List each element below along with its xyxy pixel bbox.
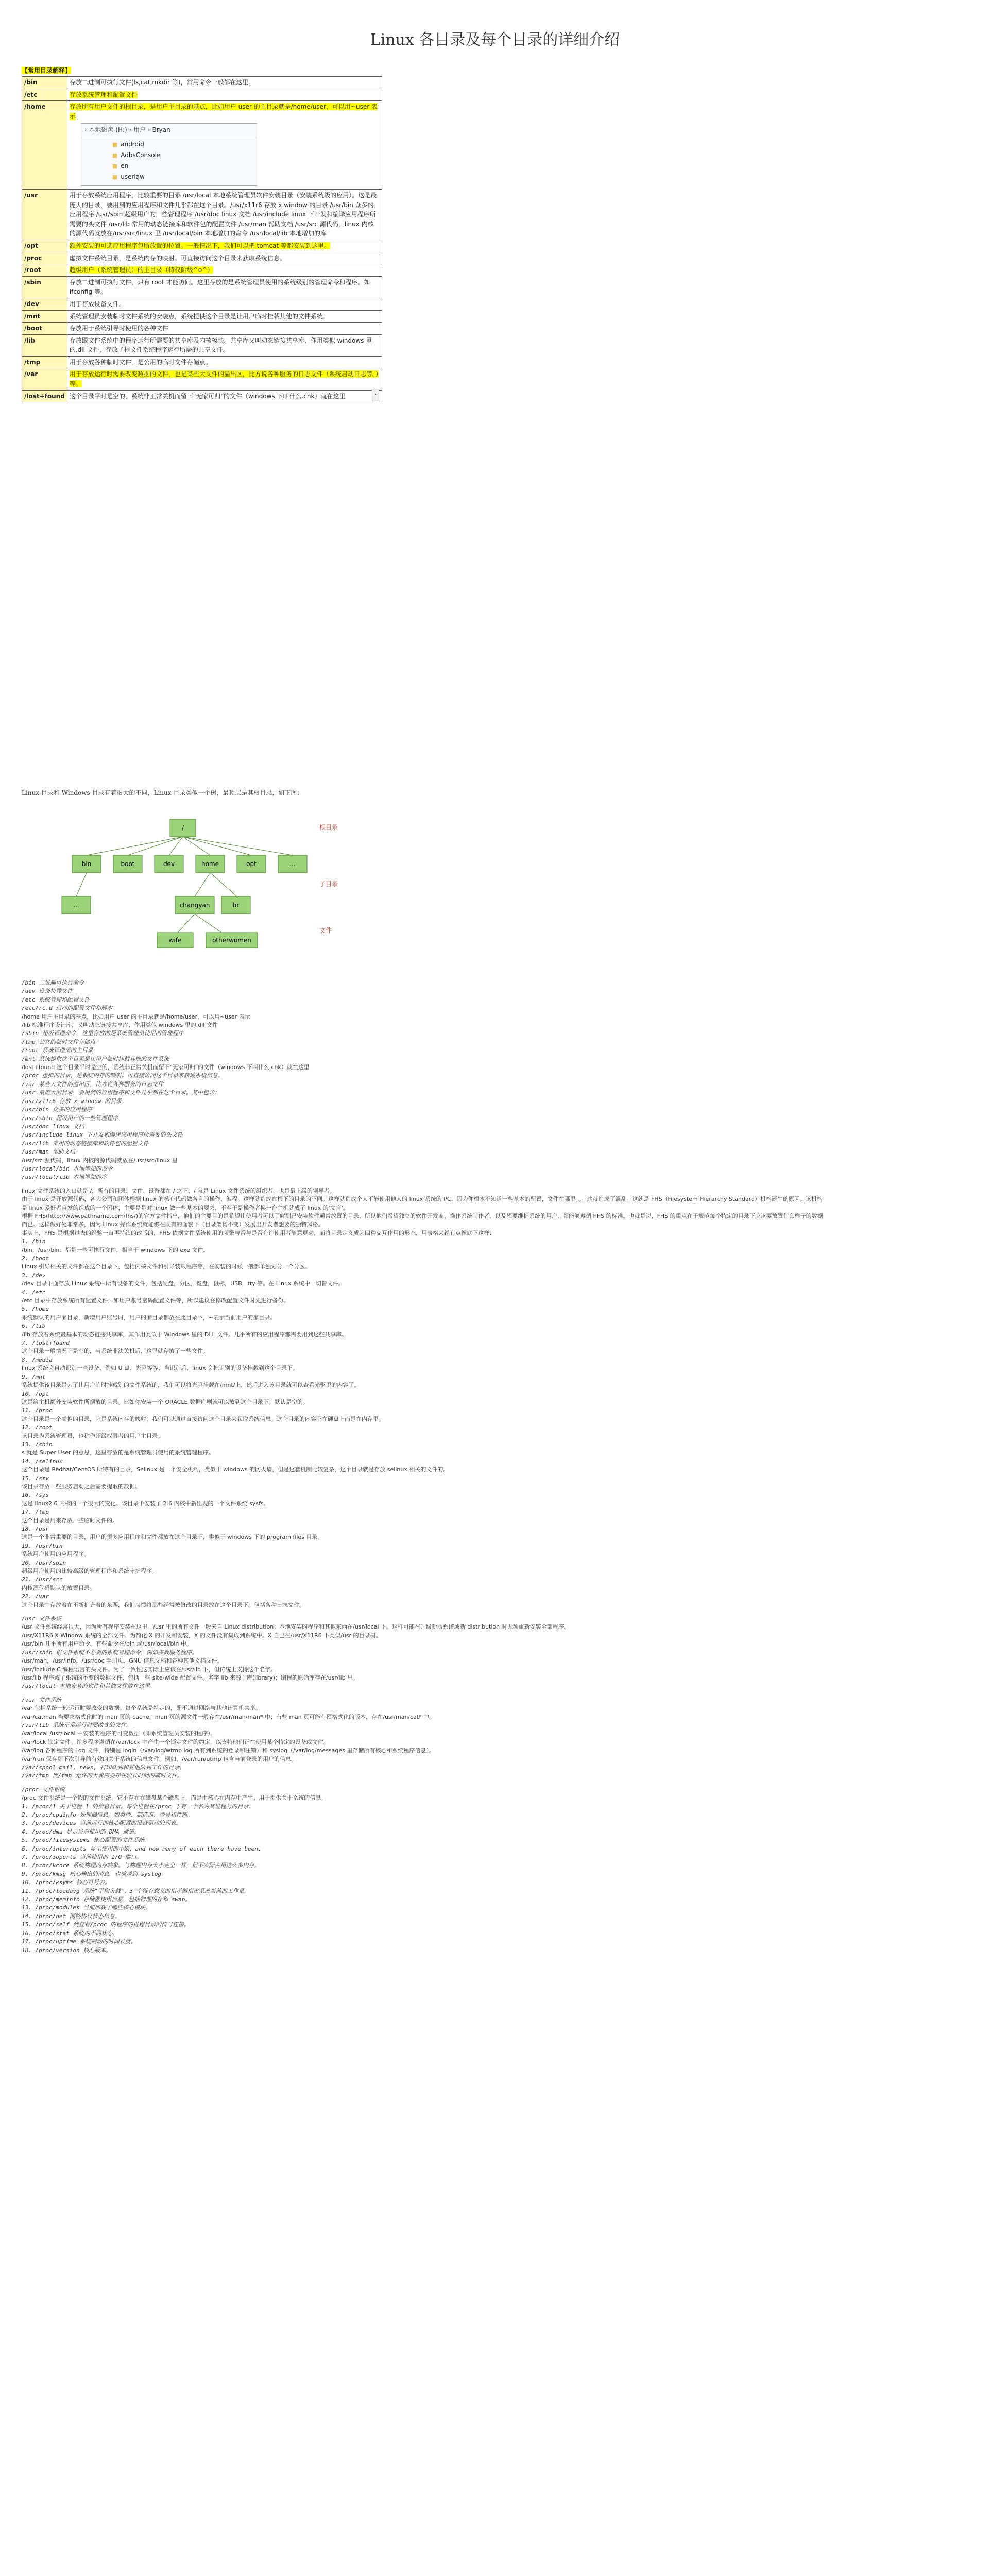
dir-desc-text: 存放系统管理和配置文件 [69,91,138,98]
folder-item[interactable]: ■ en [112,161,257,172]
article-line: 系统默认的用户家目录，新增用户账号时，用户的家目录都放在此目录下，~表示当前用户的家目录。 [22,1314,276,1321]
article-line: /etc/rc.d 启动的配置文件和脚本 [22,1005,113,1012]
dir-name-cell: /home [22,101,67,190]
dir-name-cell: /root [22,264,67,277]
level1-node-label: bin [81,860,92,868]
level1-node-label: home [201,860,219,868]
article-line: 4. /etc [22,1289,46,1296]
article-line: /var 包括系统一般运行时要改变的数据。每个系统是特定的，即不通过网络与其他计算机共享。 [22,1705,261,1712]
diagram-annotation: 子目录 [319,880,338,888]
article-line: /bin 二进制可执行命令 [22,979,84,986]
article-line: /tmp 公共的临时文件存储点 [22,1038,96,1045]
article-line: /usr/sbin 超级用户的一些管理程序 [22,1114,118,1122]
article-line: /bin，/usr/bin：都是一些可执行文件，相当于 windows 下的 exe 文件。 [22,1246,209,1253]
dir-desc-text: 超级用户（系统管理员）的主目录（特权阶级^o^） [69,266,214,274]
article-line: 3. /dev [22,1272,46,1279]
tree-connector [210,873,237,896]
article-line: 超级用户使用的比较高级的管理程序和系统守护程序。 [22,1568,158,1575]
level1-node-label: boot [121,860,135,868]
diagram-caption: Linux 目录和 Windows 目录有着很大的不同，Linux 目录类似一个树，最顶层是其根目录，如下图： [22,789,303,796]
level3-node-label: otherwomen [212,937,251,944]
dir-desc-cell [67,368,382,390]
level2-node-label: ... [73,902,79,909]
dir-name-cell: /lost+found [22,390,67,402]
article-line: 事实上，FHS 是根据过去的经验一直再持续的改版的，FHS 依据文件系统使用的频繁与否与是否允许使用者随意更动，而将目录定义成为四种交互作用的形态，用表格来说有点像底下这样： [22,1229,496,1236]
dir-name-cell: /opt [22,240,67,252]
table-row [22,101,382,190]
dir-desc-cell [67,240,382,252]
table-row [22,89,382,101]
article-line: 该目录存放一些服务启动之后需要提取的数据。 [22,1483,141,1490]
article-line: 20. /usr/sbin [22,1559,66,1566]
article-line: /usr/sbin 根文件系统不必要的系统管理命令，例如多数服务程序。 [22,1649,198,1656]
article-line: 7. /lost+found [22,1340,70,1347]
dir-desc-cell [67,323,382,335]
table-row [22,77,382,89]
level1-node-label: dev [163,860,175,868]
dir-desc-cell [67,101,382,190]
article-line: 10. /proc/ksyms 核心符号表。 [22,1879,110,1886]
section-spacer [22,1691,825,1696]
article-line: /usr/man，/usr/info，/usr/doc 手册页、GNU 信息文档和各种其他文档文件。 [22,1657,223,1665]
article-line: /home 用户主目录的基点，比如用户 user 的主目录就是/home/user，可以用~user 表示 [22,1013,250,1020]
tree-connector [195,873,210,896]
article-line: 11. /proc [22,1407,53,1414]
article-line: 14. /proc/net 网络协议状态信息。 [22,1912,121,1920]
article-line: /proc 文件系统是一个假的文件系统。它不存在在磁盘某个磁盘上。而是由核心在内存中产生。用于提供关于系统的信息。 [22,1794,327,1802]
dir-name-cell: /usr [22,189,67,240]
article-line: /proc 虚拟的目录，是系统内存的映射。可直接访问这个目录来获取系统信息。 [22,1072,224,1079]
article-line: /usr/doc linux 文档 [22,1123,84,1130]
article-line: /usr/man 帮助文档 [22,1148,75,1156]
dir-name-cell: /bin [22,77,67,89]
dir-desc-text: 用于存放运行时需要改变数据的文件，也是某些大文件的溢出区，比方说各种服务的日志文件（系统启动日志等。）等。 [69,370,379,388]
article-line: 10. /opt [22,1390,49,1397]
article-line: /lib 标准程序设计库，又叫动态链接共享库，作用类似 windows 里的.dll 文件 [22,1022,218,1029]
dir-desc-cell [67,356,382,368]
article-line: Linux 引导相关的文件都在这个目录下，包括内核文件和引导装载程序等，在安装的时候一般都单独划分一个分区。 [22,1263,311,1270]
page-title: Linux 各目录及每个目录的详细介绍 [370,31,620,49]
article-line: /usr/lib 程序或子系统的不变的数据文件，包括一些 site-wide 配置文件。名字 lib 来源于库(library)；编程的原始库存在/usr/lib 里。 [22,1674,359,1681]
article-line: 这个目录是一个虚拟的目录，它是系统内存的映射，我们可以通过直接访问这个目录来获取系统信息。这个目录的内容不在硬盘上而是在内存里。 [22,1415,384,1422]
dir-desc-text: 存放二进制可执行文件(ls,cat,mkdir 等)，常用命令一般都在这里。 [69,79,255,86]
tree-connector [76,873,87,896]
article-line: 6. /lib [22,1323,46,1330]
dir-desc-text: 系统管理员安装临时文件系统的安装点，系统提供这个目录是让用户临时挂载其他的文件系统。 [69,312,329,320]
article-line: 8. /proc/kcore 系统物理内存映象。与物理内存大小完全一样，但不实际占用这么多内存。 [22,1862,260,1869]
article-line: /usr/X11R6 X Window 系统的全部文件。为简化 X 的开发和安装，X 的文件没有集成到系统中。X 自己在/usr/X11R6 下类似/usr 的目录树。 [22,1632,382,1639]
table-row [22,323,382,335]
table-row [22,298,382,310]
article-line: 17. /tmp [22,1509,49,1516]
table-row [22,189,382,240]
article-line: 5. /proc/filesystems 核心配置的文件系统。 [22,1837,150,1844]
article-line: /lost+found 这个目录平时是空的，系统非正常关机而留下"无家可归"的文件（windows 下叫什么.chk）就在这里 [22,1064,310,1071]
article-line: 15. /srv [22,1475,49,1482]
dir-name-cell: /sbin [22,276,67,298]
article-line: 5. /home [22,1306,49,1313]
article-line: 13. /sbin [22,1440,53,1448]
directory-tree-diagram [52,814,474,953]
article-line: 该目录为系统管理员，也称作超级权限者的用户主目录。 [22,1432,163,1439]
article-line: /usr/local/lib 本地增加的库 [22,1174,107,1181]
section-spacer [22,1182,825,1187]
table-row [22,310,382,323]
article-line: 22. /var [22,1593,49,1600]
article-line: /etc 目录中存放系统所有配置文件，如用户账号密码配置文件等，所以建议在修改配置文件时先进行备份。 [22,1297,289,1304]
article-line: linux 系统会自动识别一些设备，例如 U 盘、光驱等等，当识别后，linux 会把识别的设备挂载到这个目录下。 [22,1365,299,1372]
article-line: 1. /bin [22,1238,46,1245]
article-line: 6. /proc/interrupts 显示使用的中断，and how many of each there have been. [22,1845,262,1852]
article-line: 这是一个非常重要的目录，用户的很多应用程序和文件都放在这个目录下，类似于 windows 下的 program files 目录。 [22,1534,323,1541]
article-line: /root 系统管理员的主目录 [22,1047,93,1054]
article-line: /var/log 各种程序的 Log 文件，特别是 login（/var/log/wtmp log 所有到系统的登录和注销）和 syslog（/var/log/messages 里存储所有核心和系统程序信息）。 [22,1747,435,1754]
article-line: /usr/include linux 下开发和编译应用程序所需要的头文件 [22,1131,183,1139]
article-line: 16. /sys [22,1492,49,1499]
article-line: 15. /proc/self 到查看/proc 的程序的进程目录的符号连接。 [22,1921,190,1928]
article-line: 12. /proc/meminfo 存储器使用信息，包括物理内存和 swap。 [22,1896,191,1903]
article-line: 17. /proc/uptime 系统启动的时间长度。 [22,1938,136,1945]
article-line: 由于 linux 是开放源代码，各大公司和团体根据 linux 的核心代码做各自的操作，编程。这样就造成在根下的目录的不同。这样就造成个人不能使用他人的 linux 系统的 PC。因为你根本不知道一些基本的配置，文件在哪里。。。这就造成了混乱。这就是 FHS（Filesystem Hierarchy Standard）机构诞生的原因。该机构是 linux 爱好者自发的组成的一个团体，主要是是对 linux 做一些基本的要求，不至于是操作者换一台主机就成了 linux 的'文盲'。 [22,1196,823,1211]
table-row [22,368,382,390]
article-line: /usr/src 源代码，linux 内核的源代码就放在/usr/src/linux 里 [22,1157,178,1164]
dir-desc-text: 用于存放设备文件。 [69,300,125,308]
article-line: 18. /proc/version 核心版本。 [22,1946,112,1954]
article-line: 7. /proc/ioports 当前使用的 I/O 端口。 [22,1854,142,1861]
table-row [22,276,382,298]
article-line: /dev 目录下面存放 Linux 系统中所有设备的文件，包括硬盘，分区，键盘，鼠标，USB，tty 等。在 Linux 系统中一切皆文件。 [22,1280,344,1287]
table-row [22,390,382,402]
side-scroll-handle[interactable]: › [372,389,379,401]
article-line: /var 文件系统 [22,1696,62,1703]
dir-desc-cell [67,390,382,402]
folder-item[interactable]: ■ userlaw [112,172,257,182]
dir-desc-text: 用于存放系统应用程序，比较重要的目录 /usr/local 本地系统管理员软件安装目录（安装系统级的应用）。这是最庞大的目录，要用到的应用程序和文件几乎都在这个目录。/usr/x11r6 存放 x window 的目录 /usr/bin 众多的应用程序 /usr/sbin 超级用户的一些管理程序 /usr/doc linux 文档 /usr/include linux 下开发和编译应用程序所需要的头文件 /usr/lib 常用的动态链接库和软件包的配置文件 /usr/man 帮助文档 /usr/src 源代码，linux 内核的源代码就放在/usr/src/linux 里 /usr/local/bin 本地增加的命令 /usr/local/lib 本地增加的库 [69,191,377,238]
article-line: /usr/local 本地安装的软件和其他文件放在这里。 [22,1683,156,1690]
level2-node-label: changyan [179,902,210,909]
level1-node-label: opt [246,860,257,868]
article-line: /proc 文件系统 [22,1786,65,1793]
dir-desc-text: 用于存放各种临时文件，是公用的临时文件存储点。 [69,358,212,366]
dir-name-cell: /etc [22,89,67,101]
article-line: 3. /proc/devices 当前运行的核心配置的设备驱动的列表。 [22,1820,182,1827]
tree-connector [183,837,210,855]
table-row [22,264,382,277]
explorer-window-sample [81,123,257,186]
article-line: /dev 设备特殊文件 [22,988,73,995]
folder-item[interactable]: ■ AdbsConsole [112,150,257,161]
article-line: /var/local /usr/local 中安装的程序的可变数据（即系统管理员安装的程序）。 [22,1730,216,1737]
level3-node-label: wife [168,937,182,944]
article-line: /var/run 保存到下次引导前有效的关于系统的信息文件。例如，/var/run/utmp 包含当前登录的用户的信息。 [22,1755,297,1762]
tree-connector [169,837,183,855]
dir-desc-cell [67,264,382,277]
article-line: 2. /boot [22,1255,49,1262]
dir-desc-text: 存放用于系统引导时使用的各种文件 [69,325,168,332]
article-line: 14. /selinux [22,1458,63,1465]
article-line: 这是 linux2.6 内核的一个很大的变化。该目录下安装了 2.6 内核中新出现的一个文件系统 sysfs。 [22,1500,269,1507]
table-row [22,334,382,356]
article-line: 16. /proc/stat 系统的不同状态。 [22,1929,118,1937]
article-line: 13. /proc/modules 当前加载了哪些核心模块。 [22,1904,151,1911]
article-line: 内核源代码默认的放置目录。 [22,1584,95,1591]
root-node-label: / [181,824,184,832]
article-line: /var/lock 锁定文件。许多程序遵循在/var/lock 中产生一个锁定文件的约定，以支持他们正在使用某个特定的设备或文件。 [22,1738,329,1745]
article-line: /usr 文件系统经常很大，因为所有程序安装在这里。/usr 里的所有文件一般来自 Linux distribution；本地安装的程序和其他东西在/usr/local 下。这样可能在升级新版系统或新 distribution 时无须重新安装全部程序。 [22,1623,570,1631]
article-line: 系统提供该目录是为了让用户临时挂载别的文件系统的，我们可以将光驱挂载在/mnt/上，然后进入该目录就可以查看光驱里的内容了。 [22,1382,360,1389]
article-line: /var/catman 当要求格式化时的 man 页的 cache。man 页的源文件一般存在/usr/man/man* 中；有些 man 页可能有预格式化的版本，存在/usr/man/cat* 中。 [22,1713,435,1720]
article-line: /var/lib 系统正常运行时要改变的文件。 [22,1721,132,1728]
article-line: /var 某些大文件的溢出区，比方说各种服务的日志文件 [22,1080,164,1088]
dir-name-cell: /dev [22,298,67,310]
article-line: /usr/bin 众多的应用程序 [22,1106,92,1113]
article-line: /usr/lib 常用的动态链接库和软件包的配置文件 [22,1140,149,1147]
article-line: 这个目录是 Redhat/CentOS 所特有的目录，Selinux 是一个安全机制，类似于 windows 的防火墙，但是这套机制比较复杂，这个目录就是存放 selinux 相关的文件的。 [22,1466,449,1473]
article-line: /usr/include C 编程语言的头文件。为了一致性这实际上应该在/usr/lib 下，但传统上支持这个名字。 [22,1666,277,1673]
dir-desc-text: 存放二进制可执行文件，只有 root 才能访问。这里存放的是系统管理员使用的系统级别的管理命令和程序。如 ifconfig 等。 [69,278,370,296]
dir-desc-cell [67,298,382,310]
table-row [22,240,382,252]
article-line: 这个目录是用来存放一些临时文件的。 [22,1517,118,1524]
article-line: 系统用户使用的应用程序。 [22,1551,90,1558]
article-line: 12. /root [22,1424,53,1431]
level1-node-label: ... [289,860,296,868]
diagram-annotation: 文件 [319,927,332,934]
tree-connector [183,837,293,855]
article-line: 1. /proc/1 关于进程 1 的信息目录。每个进程在/proc 下有一个名为其进程号的目录。 [22,1803,254,1810]
article-line: /sbin 超级管理命令，这里存放的是系统管理员使用的管理程序 [22,1030,184,1037]
article-line: 21. /usr/src [22,1576,63,1583]
article-line: /var/spool mail, news, 打印队列和其他队列工作的目录。 [22,1764,185,1771]
article-line: 8. /media [22,1356,53,1363]
tree-connector [178,914,195,933]
diagram-annotation: 根目录 [319,824,338,831]
dir-desc-cell [67,189,382,240]
dir-desc-cell [67,310,382,323]
tree-connector [183,837,251,855]
article-line: /mnt 系统提供这个目录是让用户临时挂载其他的文件系统 [22,1055,169,1062]
level2-node-label: hr [232,902,240,909]
article-line: 根据 FHS(http://www.pathname.com/fhs/)的官方文件指出，他们的主要目的是希望让使用者可以了解到已安装软件通常放置的目录，所以他们希望独立的软件开发商、操作系统制作者，以及想要维护系统的用户，都能够遵循 FHS 的标准。也就是说，FHS 的重点在于规范每个特定的目录下应该要放置什么样子的数据而已。这样做好处非常多，因为 Linux 操作系统就能够在既有的面貌下（目录架构不变）发展出开发者想要的独特风格。 [22,1212,823,1228]
folder-item[interactable]: ■ android [112,139,257,150]
directory-table-body [22,77,382,402]
article-body [22,979,825,1955]
dir-name-cell: /boot [22,323,67,335]
section-spacer [22,1781,825,1786]
table-caption: 【常用目录解释】 [22,67,72,74]
dir-desc-text: 存放跟文件系统中的程序运行所需要的共享库及内核模块。共享库又叫动态链接共享库，作用类似 windows 里的.dll 文件，存放了根文件系统程序运行所需的共享文件。 [69,336,372,354]
article-line: /usr 文件系统 [22,1615,62,1622]
dir-name-cell: /mnt [22,310,67,323]
article-line: 这个目录一般情况下是空的，当系统非法关机后，这里就存放了一些文件。 [22,1348,209,1355]
table-row [22,356,382,368]
article-line: /usr 最庞大的目录，要用到的应用程序和文件几乎都在这个目录。其中包含： [22,1089,220,1096]
article-line: /var/tmp 比/tmp 允许的大或需要存在较长时间的临时文件。 [22,1772,183,1780]
dir-desc-cell [67,77,382,89]
article-line: s 就是 Super User 的意思，这里存放的是系统管理员使用的系统管理程序。 [22,1449,215,1456]
article-line: 19. /usr/bin [22,1542,63,1549]
article-line: 18. /usr [22,1526,49,1532]
dir-name-cell: /tmp [22,356,67,368]
dir-desc-text: 额外安装的可选应用程序包所放置的位置。一般情况下，我们可以把 tomcat 等都安装到这里。 [69,242,330,249]
article-line: /usr/bin 几乎所有用户命令。有些命令在/bin 或/usr/local/bin 中。 [22,1640,192,1648]
dir-name-cell: /lib [22,334,67,356]
dir-desc-cell [67,89,382,101]
article-line: /usr/local/bin 本地增加的命令 [22,1165,113,1172]
dir-desc-text: 虚拟文件系统目录，是系统内存的映射。可直接访问这个目录来获取系统信息。 [69,254,286,262]
dir-desc-text: 这个目录平时是空的，系统非正常关机而留下"无家可归"的文件（windows 下叫什么.chk）就在这里 [69,392,346,400]
dir-desc-cell [67,334,382,356]
article-line: 9. /mnt [22,1373,46,1380]
section-spacer [22,1609,825,1615]
article-line: /lib 存放着系统最基本的动态链接共享库，其作用类似于 Windows 里的 DLL 文件。几乎所有的应用程序都需要用到这些共享库。 [22,1331,348,1338]
explorer-address-bar[interactable]: › 本地磁盘 (H:) › 用户 › Bryan [81,124,257,137]
article-line: 这个目录中存放着在不断扩充着的东西，我们习惯将那些经常被修改的目录放在这个目录下。包括各种日志文件。 [22,1601,305,1608]
article-line: /etc 系统管理和配置文件 [22,996,90,1003]
dir-desc-text: 存放所有用户文件的根目录，是用户主目录的基点，比如用户 user 的主目录就是/home/user，可以用~user 表示 [69,103,378,120]
dir-name-cell: /proc [22,252,67,264]
article-line: /usr/x11r6 存放 x window 的目录 [22,1097,122,1105]
tree-connector [195,914,221,933]
directory-table [22,76,382,402]
dir-desc-cell [67,252,382,264]
dir-name-cell: /var [22,368,67,390]
article-line: 11. /proc/loadavg 系统"平均负载"；3 个没有意义的指示器指出系统当前的工作量。 [22,1887,250,1894]
dir-desc-cell [67,276,382,298]
article-line: 这是给主机额外安装软件所摆放的目录。比如你安装一个 ORACLE 数据库则就可以放到这个目录下。默认是空的。 [22,1398,309,1405]
article-line: 9. /proc/kmsg 核心输出的消息。也被送到 syslog。 [22,1870,167,1877]
tree-connector [87,837,183,855]
article-line: linux 文件系统的入口就是 /，所有的目录、文件、设备都在 / 之下，/ 就是 Linux 文件系统的组织者，也是最上级的领导者。 [22,1187,335,1194]
article-line: 4. /proc/dma 显示当前使用的 DMA 通道。 [22,1828,140,1835]
table-row [22,252,382,264]
article-line: 2. /proc/cpuinfo 处理器信息，如类型、制造商、型号和性能。 [22,1811,193,1818]
